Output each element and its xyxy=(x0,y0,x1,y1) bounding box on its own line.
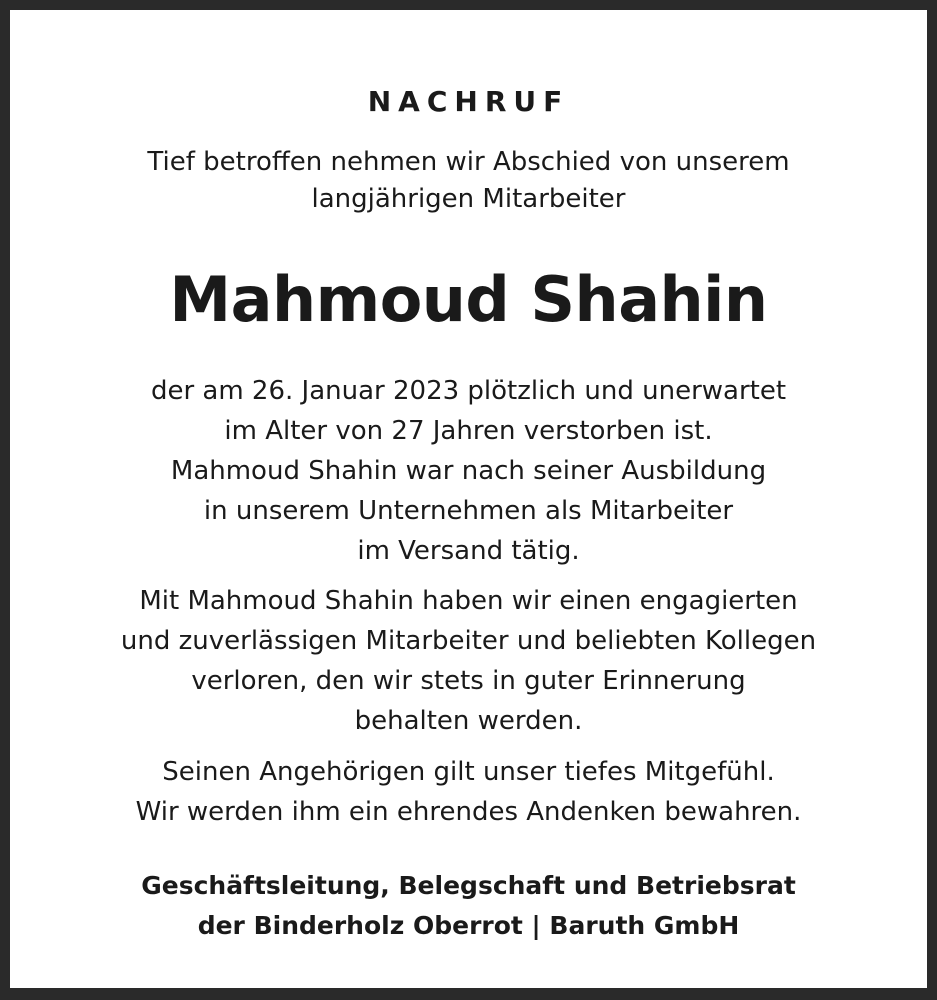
signature-line: der Binderholz Oberrot | Baruth GmbH xyxy=(197,911,740,940)
paragraph-line: Mit Mahmoud Shahin haben wir einen engagierten xyxy=(139,586,798,616)
paragraph-line: Mahmoud Shahin war nach seiner Ausbildung xyxy=(170,456,767,486)
paragraph-line: in unserem Unternehmen als Mitarbeiter xyxy=(203,496,734,526)
deceased-name: Mahmoud Shahin xyxy=(169,263,768,336)
paragraph-condolences xyxy=(20,752,917,832)
signature-line: Geschäftsleitung, Belegschaft und Betriebsrat xyxy=(141,871,796,900)
paragraph-line: behalten werden. xyxy=(354,706,583,736)
intro-line: langjährigen Mitarbeiter xyxy=(311,184,626,214)
paragraph-tribute xyxy=(20,581,917,741)
paragraph-death-notice xyxy=(20,371,917,571)
paragraph-line: verloren, den wir stets in guter Erinnerung xyxy=(191,666,746,696)
paragraph-line: im Alter von 27 Jahren verstorben ist. xyxy=(224,416,713,446)
intro-line: Tief betroffen nehmen wir Abschied von unserem xyxy=(147,147,790,177)
obituary-heading: NACHRUF xyxy=(367,85,570,118)
paragraph-line: Wir werden ihm ein ehrendes Andenken bewahren. xyxy=(135,797,802,827)
paragraph-line: und zuverlässigen Mitarbeiter und beliebten Kollegen xyxy=(120,626,817,656)
signature-block xyxy=(20,866,917,946)
paragraph-line: im Versand tätig. xyxy=(357,536,580,566)
paragraph-line: der am 26. Januar 2023 plötzlich und unerwartet xyxy=(150,376,787,406)
paragraph-line: Seinen Angehörigen gilt unser tiefes Mitgefühl. xyxy=(162,757,775,787)
intro-text xyxy=(20,144,917,218)
